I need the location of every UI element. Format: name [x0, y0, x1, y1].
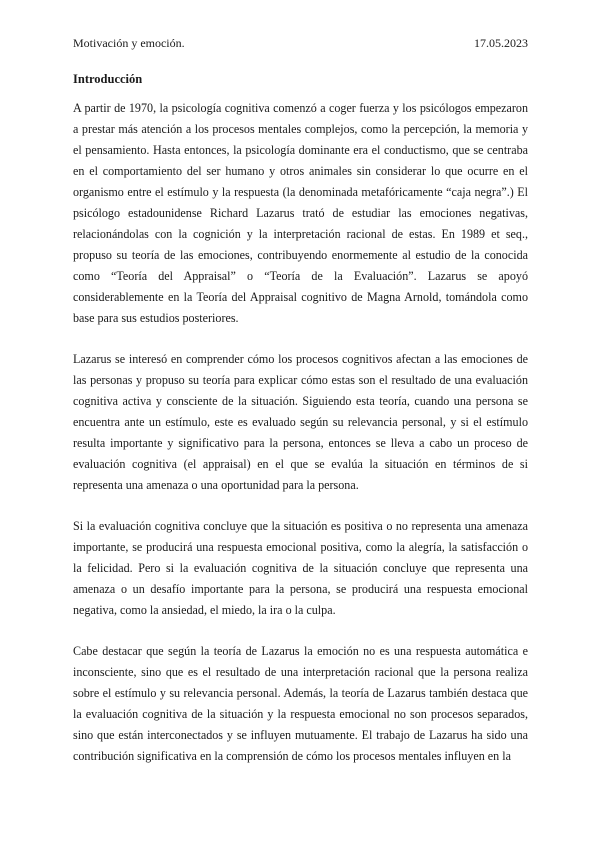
- header-title: Motivación y emoción.: [73, 36, 185, 50]
- section-heading: Introducción: [73, 72, 143, 86]
- document-body: [73, 98, 528, 787]
- header-date: 17.05.2023: [474, 36, 528, 50]
- page-header: [73, 36, 528, 50]
- paragraph-2: Lazarus se interesó en comprender cómo los procesos cognitivos afectan a las emociones de las personas y propuso su teoría para explicar cómo estas son el resultado de una evaluación cognitiva activa y consciente de la situación. Siguiendo esta teoría, cuando una persona se encuentra ante un estímulo, este es evaluado según su relevancia personal, y si el estímulo resulta importante y significativo para la persona, entonces se lleva a cabo un proceso de evaluación cognitiva (el appraisal) en el que se evalúa la situación en términos de si representa una amenaza o una oportunidad para la persona.: [73, 352, 528, 492]
- paragraph-4: Cabe destacar que según la teoría de Lazarus la emoción no es una respuesta automática e inconsciente, sino que es el resultado de una interpretación racional que la persona realiza sobre el estímulo y su relevancia personal. Además, la teoría de Lazarus también destaca que la evaluación cognitiva de la situación y la respuesta emocional no son procesos separados, sino que están interconectados y se influyen mutuamente. El trabajo de Lazarus ha sido una contribución significativa en la comprensión de cómo los procesos mentales influyen en la: [73, 644, 528, 763]
- paragraph-3: Si la evaluación cognitiva concluye que la situación es positiva o no representa una amenaza importante, se producirá una respuesta emocional positiva, como la alegría, la satisfacción o la felicidad. Pero si la evaluación cognitiva de la situación concluye que representa una amenaza o un desafío importante para la persona, se producirá una respuesta emocional negativa, como la ansiedad, el miedo, la ira o la culpa.: [73, 519, 528, 617]
- paragraph-1: A partir de 1970, la psicología cognitiva comenzó a coger fuerza y los psicólogos empezaron a prestar más atención a los procesos mentales complejos, como la percepción, la memoria y el pensamiento. Hasta entonces, la psicología dominante era el conductismo, que se centraba en el comportamiento del ser humano y otros animales sin considerar lo que ocurre en el organismo entre el estímulo y la respuesta (la denominada metafóricamente “caja negra”.) El psicólogo estadounidense Richard Lazarus trató de estudiar las emociones negativas, relacionándolas con la cognición y la interpretación racional de estas. En 1989 et seq., propuso su teoría de las emociones, contribuyendo enormemente al estudio de la conocida como “Teoría del Appraisal” o “Teoría de la Evaluación”. Lazarus se apoyó considerablemente en la Teoría del Appraisal cognitivo de Magna Arnold, tomándola como base para sus estudios posteriores.: [73, 101, 528, 325]
